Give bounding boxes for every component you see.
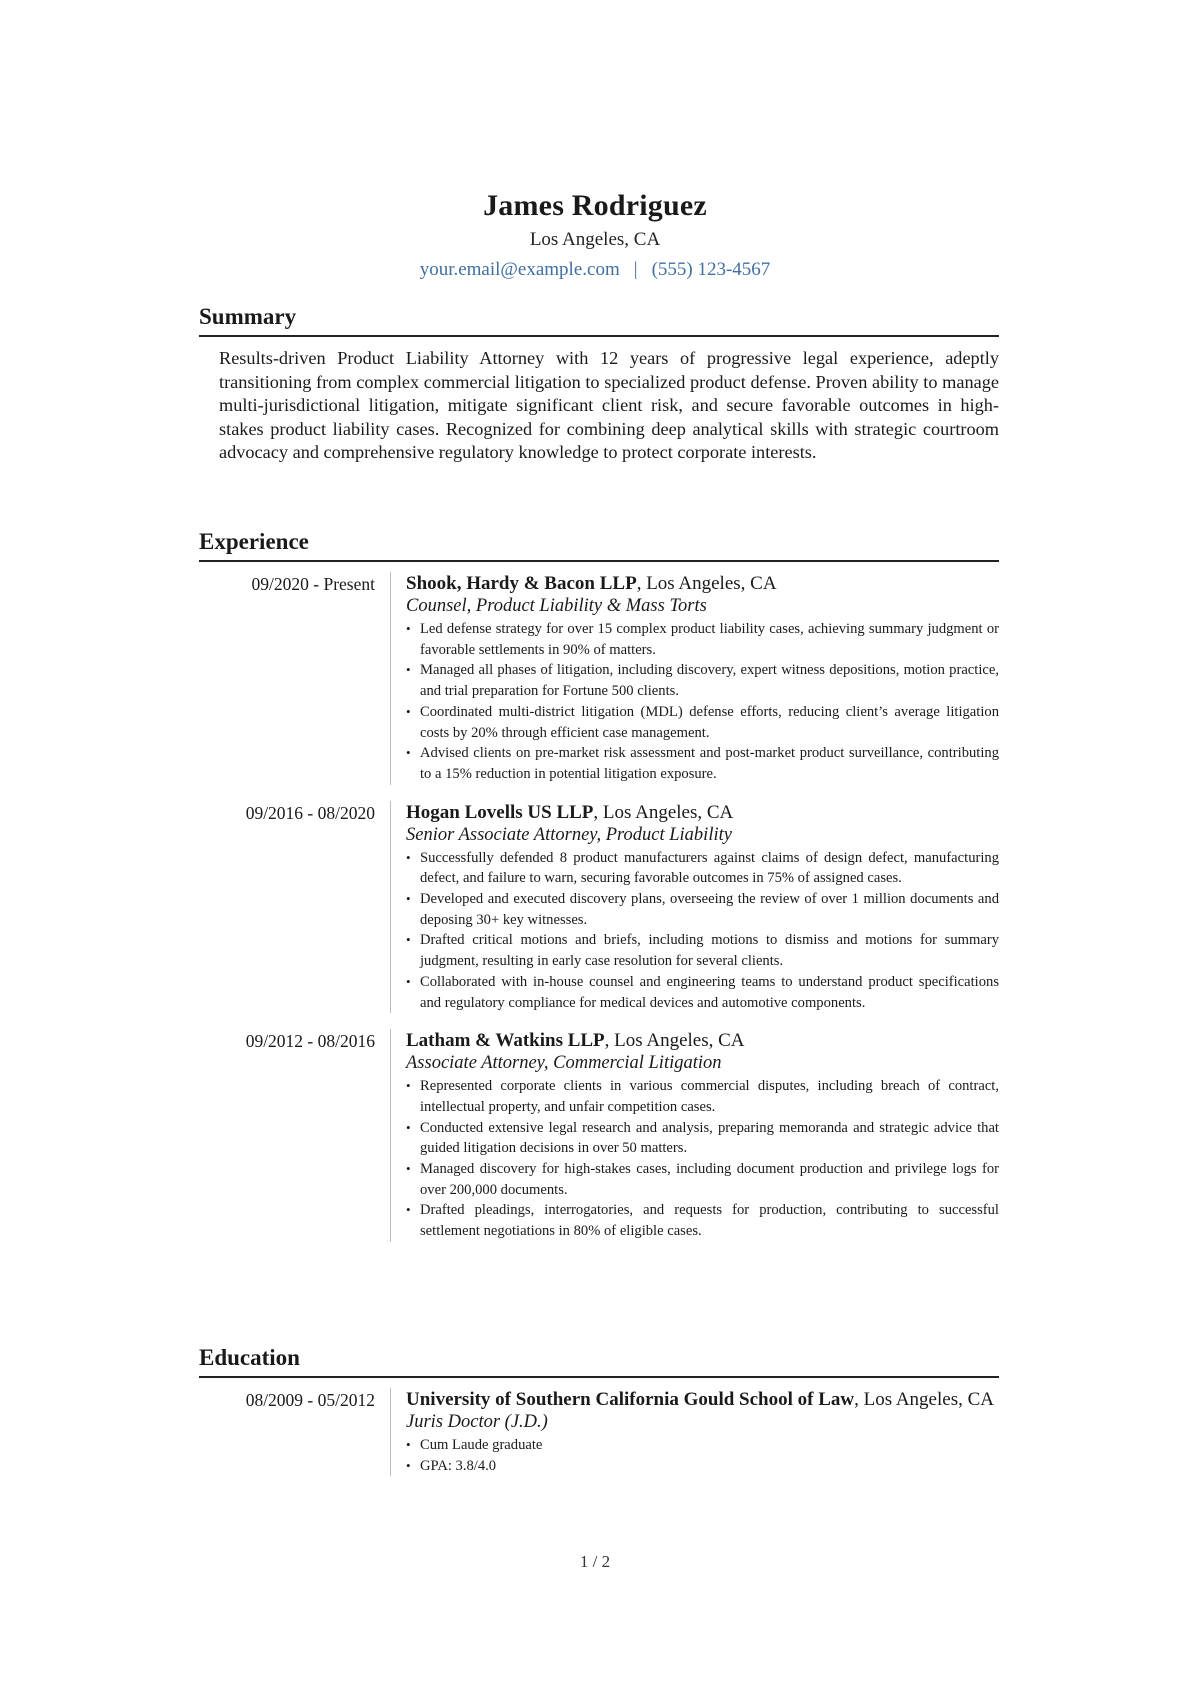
bullet-item: • Advised clients on pre-market risk assessment and post-market product surveillance, contributing to a 15% reduction in potential litigation exposure. bbox=[406, 743, 999, 784]
entry-role: Juris Doctor (J.D.) bbox=[406, 1412, 548, 1432]
bullet-item: • Conducted extensive legal research and analysis, preparing memoranda and strategic advice that guided litigation decisions in over 50 matters. bbox=[406, 1118, 999, 1159]
page-number: 1 / 2 bbox=[579, 1552, 611, 1571]
experience-entry bbox=[199, 1029, 999, 1242]
entry-org-line bbox=[406, 801, 999, 824]
experience-entry bbox=[199, 572, 999, 785]
entry-date: 09/2012 - 08/2016 bbox=[245, 1031, 375, 1052]
bullet-item: • Represented corporate clients in various commercial disputes, including breach of contract, intellectual property, and unfair competition cases. bbox=[406, 1076, 999, 1117]
entry-body bbox=[390, 1029, 999, 1242]
entry-org: Hogan Lovells US LLP bbox=[406, 801, 594, 823]
bullet-item: • Collaborated with in-house counsel and engineering teams to understand product specifications and regulatory compliance for medical devices and automotive components. bbox=[406, 972, 999, 1013]
candidate-name: James Rodriguez bbox=[483, 189, 707, 222]
bullet-item: • Led defense strategy for over 15 complex product liability cases, achieving summary judgment or favorable settlements in 90% of matters. bbox=[406, 619, 999, 660]
bullet-item: • Drafted pleadings, interrogatories, and requests for production, contributing to successful settlement negotiations in 80% of eligible cases. bbox=[406, 1200, 999, 1241]
bullet-item: • GPA: 3.8/4.0 bbox=[406, 1456, 999, 1477]
contact-line bbox=[0, 258, 1190, 282]
experience-entry bbox=[199, 801, 999, 1014]
bullet-item: • Managed all phases of litigation, including discovery, expert witness depositions, motion practice, and trial preparation for Fortune 500 clients. bbox=[406, 660, 999, 701]
summary-section bbox=[199, 303, 999, 465]
entry-role: Senior Associate Attorney, Product Liability bbox=[406, 824, 732, 845]
entry-org: Shook, Hardy & Bacon LLP bbox=[406, 573, 637, 594]
bullet-item: • Successfully defended 8 product manufacturers against claims of design defect, manufacturing defect, and failure to warn, securing favorable outcomes in 75% of assigned cases. bbox=[406, 848, 999, 889]
entry-org-line bbox=[406, 572, 999, 595]
entry-place: , Los Angeles, CA bbox=[636, 573, 777, 594]
entry-body bbox=[390, 1388, 999, 1476]
entry-org: Latham & Watkins LLP bbox=[406, 1030, 605, 1052]
summary-text: Results-driven Product Liability Attorney with 12 years of progressive legal experience, adeptly transitioning from complex commercial litigation to specialized product defense. Proven ability to manage multi-jurisdictional litigation, mitigate significant client risk, and secure favorable outcomes in high-stakes product liability cases. Recognized for combining deep analytical skills with strategic courtroom advocacy and comprehensive regulatory knowledge to protect corporate interests. bbox=[219, 348, 999, 462]
entry-place: , Los Angeles, CA bbox=[593, 801, 734, 823]
entry-date: 09/2020 - Present bbox=[251, 574, 375, 594]
phone-link[interactable]: (555) 123-4567 bbox=[651, 259, 771, 280]
entry-bullets bbox=[406, 619, 999, 785]
entry-place: , Los Angeles, CA bbox=[854, 1389, 994, 1410]
bullet-item: • Coordinated multi-district litigation (MDL) defense efforts, reducing client’s average litigation costs by 20% through efficient case management. bbox=[406, 702, 999, 743]
entry-role: Counsel, Product Liability & Mass Torts bbox=[406, 596, 707, 616]
entry-date: 09/2016 - 08/2020 bbox=[245, 802, 375, 823]
entry-bullets bbox=[406, 1435, 999, 1476]
bullet-item: • Drafted critical motions and briefs, including motions to dismiss and motions for summary judgment, resulting in early case resolution for several clients. bbox=[406, 930, 999, 971]
education-section bbox=[199, 1344, 999, 1476]
entry-org: University of Southern California Gould School of Law bbox=[406, 1389, 855, 1410]
entry-bullets bbox=[406, 1076, 999, 1242]
candidate-location: Los Angeles, CA bbox=[529, 229, 661, 250]
contact-separator: | bbox=[633, 259, 638, 280]
entry-bullets bbox=[406, 848, 999, 1014]
entry-date: 08/2009 - 05/2012 bbox=[245, 1390, 375, 1410]
section-title-education: Education bbox=[199, 1344, 999, 1378]
entry-org-line bbox=[406, 1388, 999, 1411]
bullet-item: • Managed discovery for high-stakes cases, including document production and privilege logs for over 200,000 documents. bbox=[406, 1159, 999, 1200]
email-link[interactable]: your.email@example.com bbox=[419, 259, 620, 280]
entry-org-line bbox=[406, 1029, 999, 1052]
section-title-experience: Experience bbox=[199, 528, 999, 562]
section-title-summary: Summary bbox=[199, 303, 999, 337]
bullet-item: • Cum Laude graduate bbox=[406, 1435, 999, 1456]
experience-section bbox=[199, 528, 999, 1242]
entry-body bbox=[390, 801, 999, 1014]
entry-body bbox=[390, 572, 999, 785]
entry-place: , Los Angeles, CA bbox=[604, 1030, 745, 1052]
entry-role: Associate Attorney, Commercial Litigation bbox=[406, 1053, 722, 1074]
resume-header bbox=[0, 188, 1190, 282]
education-entry bbox=[199, 1388, 999, 1476]
bullet-item: • Developed and executed discovery plans, overseeing the review of over 1 million documents and deposing 30+ key witnesses. bbox=[406, 889, 999, 930]
